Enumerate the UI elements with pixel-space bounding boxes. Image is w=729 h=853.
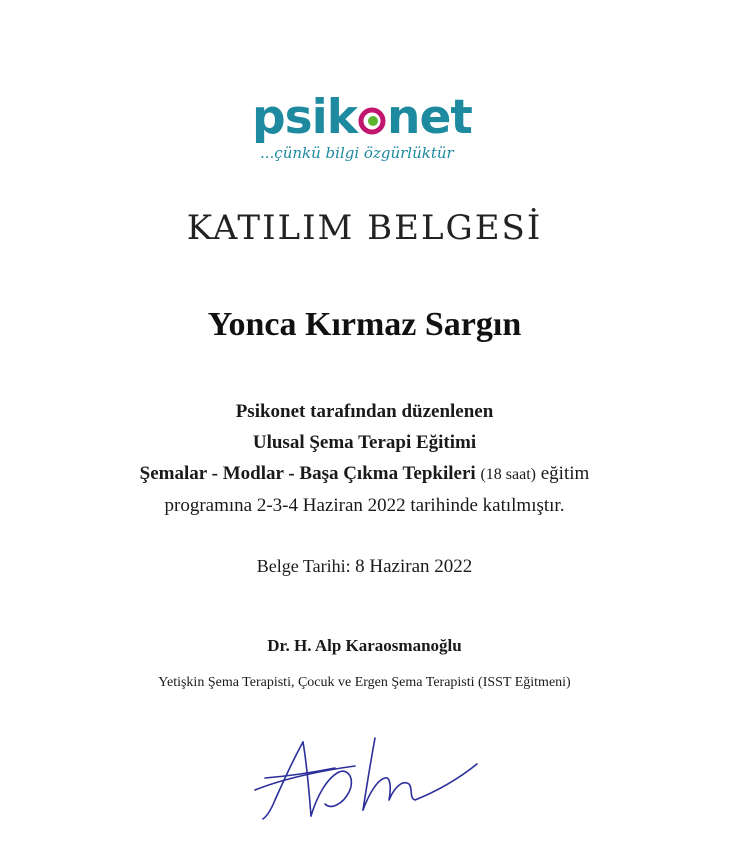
recipient-name: Yonca Kırmaz Sargın	[207, 306, 522, 343]
date-value: 8 Haziran 2022	[355, 556, 473, 577]
signer-title: Yetişkin Şema Terapisti, Çocuk ve Ergen Şema Terapisti (ISST Eğitmeni)	[158, 675, 571, 690]
logo-wordmark	[252, 92, 472, 144]
logo-o-icon	[358, 107, 386, 135]
date-label: Belge Tarihi:	[256, 556, 351, 576]
handwritten-signature	[245, 720, 485, 830]
signer-name: Dr. H. Alp Karaosmanoğlu	[267, 636, 462, 655]
body-line-dates: programına 2-3-4 Haziran 2022 tarihinde katılmıştır.	[164, 495, 565, 516]
body-line-organizer: Psikonet tarafından düzenlenen	[235, 401, 494, 422]
logo-tagline: ...çünkü bilgi özgürlüktür	[260, 144, 454, 162]
document-date	[0, 556, 729, 578]
logo-word-before: psik	[252, 90, 357, 145]
certificate-body	[0, 396, 729, 521]
body-line-program: Ulusal Şema Terapi Eğitimi	[252, 432, 477, 453]
course-suffix: eğitim	[540, 463, 590, 484]
logo-word-after: net	[387, 90, 472, 145]
body-line-course	[0, 458, 729, 490]
psikonet-logo	[252, 92, 482, 172]
course-title: Şemalar - Modlar - Başa Çıkma Tepkileri	[139, 463, 476, 484]
course-hours: (18 saat)	[480, 466, 536, 483]
document-title: KATILIM BELGESİ	[186, 208, 543, 248]
